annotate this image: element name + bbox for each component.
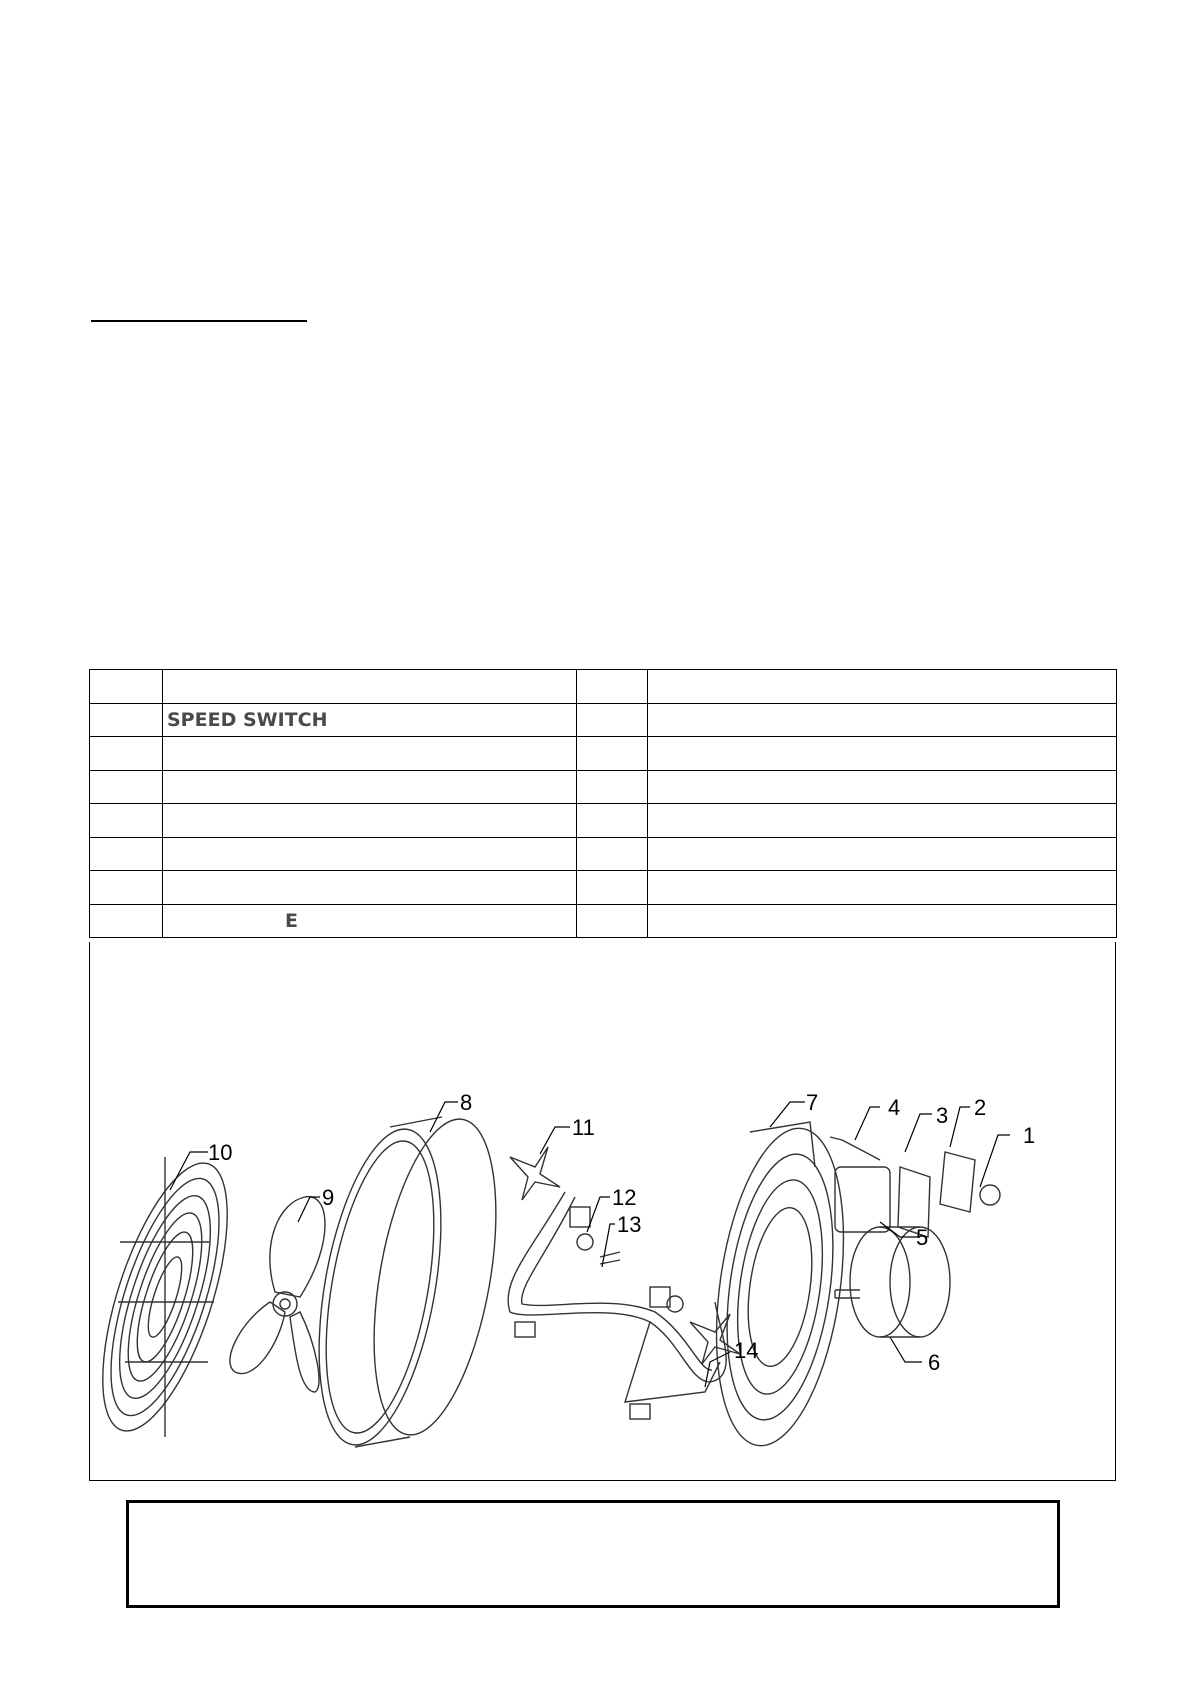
callout-12: 12 — [612, 1185, 637, 1210]
parts-table-row — [90, 804, 1117, 838]
section-heading-underline — [91, 320, 307, 322]
callout-8: 8 — [460, 1090, 473, 1115]
part-name-cell — [648, 770, 1117, 804]
part-number-cell — [577, 904, 648, 938]
parts-table-row — [90, 871, 1117, 905]
speed-knob-drawing — [980, 1185, 1000, 1205]
callout-11: 11 — [572, 1115, 595, 1140]
part-name-cell — [163, 670, 577, 704]
fan-blade-drawing — [230, 1197, 325, 1392]
part-number-cell — [90, 737, 163, 771]
parts-table-row — [90, 737, 1117, 771]
part-number-cell — [90, 837, 163, 871]
part-number-cell — [577, 770, 648, 804]
callout-6: 6 — [928, 1350, 941, 1375]
callout-5: 5 — [916, 1225, 929, 1250]
part-name-cell — [648, 737, 1117, 771]
part-number-cell — [90, 871, 163, 905]
part-number-cell — [90, 770, 163, 804]
part-name-cell — [163, 837, 577, 871]
part-name-cell — [163, 770, 577, 804]
rear-grille-drawing — [698, 1120, 861, 1454]
part-number-cell — [90, 904, 163, 938]
part-name-cell — [648, 703, 1117, 737]
cord-drawing — [830, 1137, 880, 1160]
callout-2: 2 — [974, 1095, 987, 1120]
knob-bottom-drawing — [690, 1314, 740, 1364]
part-number-cell — [577, 837, 648, 871]
parts-table — [89, 669, 1117, 938]
part-number-cell — [577, 703, 648, 737]
part-number-cell — [577, 871, 648, 905]
part-number-cell — [90, 670, 163, 704]
part-number-cell — [577, 737, 648, 771]
callout-labels — [208, 1090, 1035, 1375]
part-name-cell — [648, 871, 1117, 905]
callout-14: 14 — [734, 1338, 759, 1363]
parts-table-row — [90, 670, 1117, 704]
notice-box — [126, 1500, 1060, 1608]
part-name-cell: E — [163, 904, 577, 938]
bezel-drawing — [940, 1152, 975, 1212]
part-name-cell — [648, 804, 1117, 838]
parts-table-row — [90, 703, 1117, 737]
callout-3: 3 — [936, 1103, 949, 1128]
part-number-cell — [577, 804, 648, 838]
parts-table-row — [90, 837, 1117, 871]
callout-13: 13 — [617, 1212, 642, 1237]
exploded-parts-diagram — [89, 942, 1116, 1481]
motor-drawing — [835, 1227, 950, 1337]
knob-top-drawing — [510, 1147, 560, 1200]
drum-ring-drawing — [298, 1110, 517, 1454]
part-name-cell: SPEED SWITCH — [163, 703, 577, 737]
part-name-cell — [648, 837, 1117, 871]
callout-9: 9 — [322, 1185, 335, 1210]
callout-7: 7 — [806, 1090, 819, 1115]
part-number-cell — [90, 703, 163, 737]
part-name-cell — [163, 871, 577, 905]
part-name-cell — [163, 804, 577, 838]
part-number-cell — [90, 804, 163, 838]
parts-table-row — [90, 770, 1117, 804]
bushing-drawing — [577, 1234, 593, 1250]
parts-table-body — [90, 670, 1117, 938]
callout-10: 10 — [208, 1140, 233, 1165]
front-grille-drawing — [90, 1149, 253, 1444]
part-name-cell — [648, 670, 1117, 704]
part-name-cell — [648, 904, 1117, 938]
part-name-cell — [163, 737, 577, 771]
parts-table-row — [90, 904, 1117, 938]
part-number-cell — [577, 670, 648, 704]
callout-1: 1 — [1023, 1123, 1036, 1148]
callout-4: 4 — [888, 1095, 901, 1120]
exploded-view-drawing — [90, 942, 1115, 1480]
callout-leaders — [170, 1102, 1010, 1387]
